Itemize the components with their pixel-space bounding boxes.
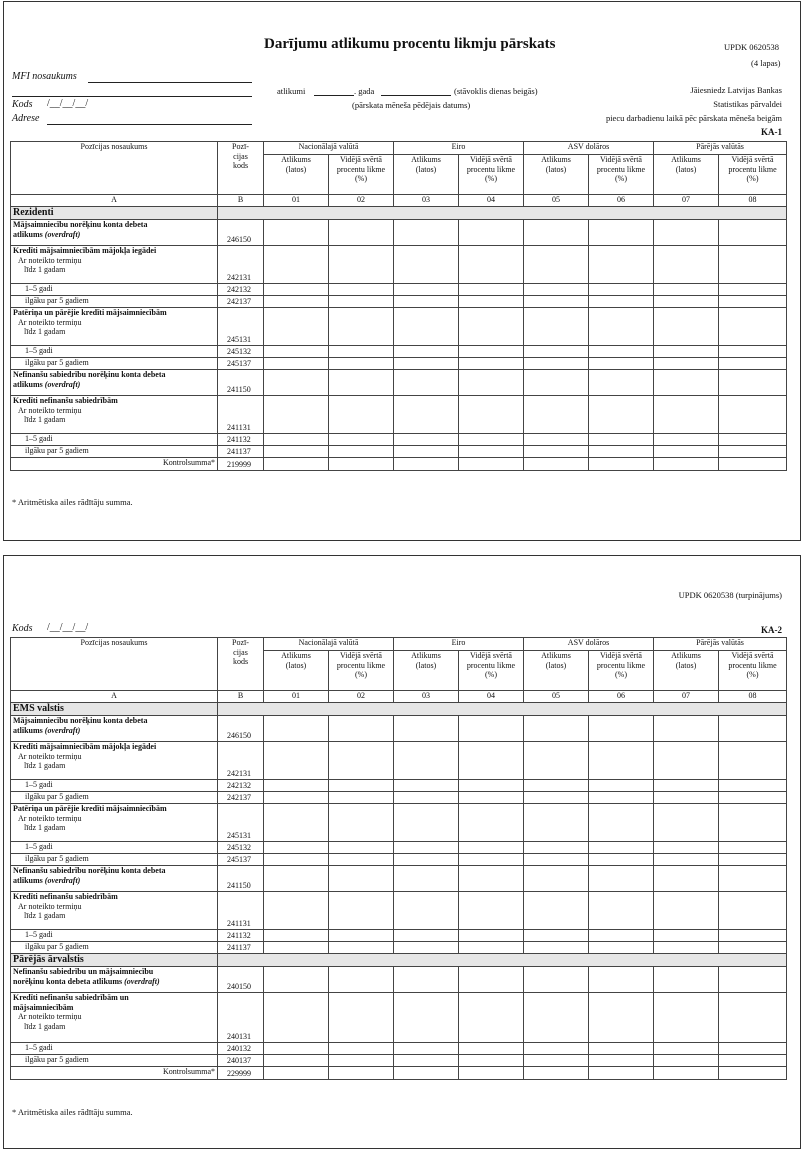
group-other: Pārējās valūtās xyxy=(654,638,787,651)
page-title: Darījumu atlikumu procentu likmju pārskats xyxy=(264,36,556,52)
kods-field[interactable]: /__/__/__/ xyxy=(47,622,89,633)
subhead-likme: Vidējā svērtā procentu likme (%) xyxy=(589,651,654,691)
subhead-atlikums: Atlikums (latos) xyxy=(264,651,329,691)
report-table-ka1 xyxy=(10,141,787,471)
stavoklis-note: (stāvoklis dienas beigās) xyxy=(454,86,538,96)
col-header-code: Pozī- cijas kods xyxy=(218,142,264,195)
col-header-code: Pozī- cijas kods xyxy=(218,638,264,691)
gada-label: . gada xyxy=(354,86,375,96)
subhead-atlikums: Atlikums (latos) xyxy=(654,651,719,691)
table-row: Nefinanšu sabiedrību norēķinu konta debeta atlikums (overdraft) 241150 xyxy=(11,866,787,892)
table-row: 1–5 gadi 245132 xyxy=(11,842,787,854)
subhead-likme: Vidējā svērtā procentu likme (%) xyxy=(719,155,787,195)
form-page-2 xyxy=(3,555,801,1149)
form-code: UPDK 0620538 xyxy=(724,42,780,52)
period-note: (pārskata mēneša pēdējais datums) xyxy=(352,100,471,110)
group-euro: Eiro xyxy=(394,638,524,651)
table-row: Mājsaimniecību norēķinu konta debeta atlikums (overdraft) 246150 xyxy=(11,220,787,246)
subhead-atlikums: Atlikums (latos) xyxy=(394,155,459,195)
kods-label: Kods xyxy=(12,623,33,634)
col-letters-row: A B 01 02 03 04 05 06 07 08 xyxy=(11,195,787,207)
table-row: 1–5 gadi 242132 xyxy=(11,284,787,296)
table-row: Kredīti nefinanšu sabiedrībām un mājsaimniecībām Ar noteikto termiņu līdz 1 gadam 240131 xyxy=(11,993,787,1043)
mfi-label: MFI nosaukums xyxy=(12,71,77,82)
adrese-label: Adrese xyxy=(12,113,40,124)
footnote: * Aritmētiska ailes rādītāju summa. xyxy=(12,497,133,507)
table-row: ilgāku par 5 gadiem 245137 xyxy=(11,358,787,370)
table-row: ilgāku par 5 gadiem 241137 xyxy=(11,446,787,458)
subhead-likme: Vidējā svērtā procentu likme (%) xyxy=(459,651,524,691)
report-table-ka2 xyxy=(10,637,787,1080)
table-row: 1–5 gadi 242132 xyxy=(11,780,787,792)
subhead-likme: Vidējā svērtā procentu likme (%) xyxy=(329,155,394,195)
table-code: KA-2 xyxy=(761,625,782,635)
table-row: Kredīti nefinanšu sabiedrībām Ar noteikto termiņu līdz 1 gadam 241131 xyxy=(11,396,787,434)
subhead-likme: Vidējā svērtā procentu likme (%) xyxy=(329,651,394,691)
table-row: ilgāku par 5 gadiem 241137 xyxy=(11,942,787,954)
col-letters-row: A B 01 02 03 04 05 06 07 08 xyxy=(11,691,787,703)
kontrolsumma-row: Kontrolsumma* 219999 xyxy=(11,458,787,471)
table-row: Nefinanšu sabiedrību un mājsaimniecību norēķinu konta debeta atlikums (overdraft) 240150 xyxy=(11,967,787,993)
section-heading: Rezidenti xyxy=(11,207,218,220)
group-usd: ASV dolāros xyxy=(524,638,654,651)
subhead-atlikums: Atlikums (latos) xyxy=(654,155,719,195)
table-row: Kredīti nefinanšu sabiedrībām Ar noteikto termiņu līdz 1 gadam 241131 xyxy=(11,892,787,930)
table-row: ilgāku par 5 gadiem 245137 xyxy=(11,854,787,866)
table-row: 1–5 gadi 241132 xyxy=(11,930,787,942)
mfi-name-field-line2[interactable] xyxy=(12,86,252,97)
table-row: Kredīti mājsaimniecībām mājokļa iegādei Ar noteikto termiņu līdz 1 gadam 242131 xyxy=(11,246,787,284)
subhead-atlikums: Atlikums (latos) xyxy=(524,155,589,195)
form-page-1 xyxy=(3,1,801,541)
table-code: KA-1 xyxy=(761,127,782,137)
year-field[interactable] xyxy=(314,86,354,96)
table-row: ilgāku par 5 gadiem 242137 xyxy=(11,792,787,804)
table-row: ilgāku par 5 gadiem 242137 xyxy=(11,296,787,308)
subhead-likme: Vidējā svērtā procentu likme (%) xyxy=(719,651,787,691)
subhead-atlikums: Atlikums (latos) xyxy=(264,155,329,195)
table-row: 1–5 gadi 241132 xyxy=(11,434,787,446)
subhead-likme: Vidējā svērtā procentu likme (%) xyxy=(459,155,524,195)
section-heading: Pārējās ārvalstis xyxy=(11,954,218,967)
kontrolsumma-row: Kontrolsumma* 229999 xyxy=(11,1067,787,1080)
col-header-name: Pozīcijas nosaukums xyxy=(11,142,218,195)
pages-note: (4 lapas) xyxy=(751,58,781,68)
table-row: ilgāku par 5 gadiem 240137 xyxy=(11,1055,787,1067)
table-row: Patēriņa un pārējie kredīti mājsaimniecībām Ar noteikto termiņu līdz 1 gadam 245131 xyxy=(11,308,787,346)
footnote: * Aritmētiska ailes rādītāju summa. xyxy=(12,1107,133,1117)
table-row: 1–5 gadi 240132 xyxy=(11,1043,787,1055)
adrese-field[interactable] xyxy=(47,114,252,125)
kods-label: Kods xyxy=(12,99,33,110)
submit-line-3: piecu darbadienu laikā pēc pārskata mēneša beigām xyxy=(605,113,782,123)
subhead-likme: Vidējā svērtā procentu likme (%) xyxy=(589,155,654,195)
group-usd: ASV dolāros xyxy=(524,142,654,155)
mfi-name-field[interactable] xyxy=(88,72,252,83)
kods-field[interactable]: /__/__/__/ xyxy=(47,98,89,109)
submit-line-2: Statistikas pārvaldei xyxy=(713,99,782,109)
section-heading: EMS valstis xyxy=(11,703,218,716)
submit-line-1: Jāiesniedz Latvijas Bankas xyxy=(690,85,782,95)
table-row: Nefinanšu sabiedrību norēķinu konta debeta atlikums (overdraft) 241150 xyxy=(11,370,787,396)
group-national: Nacionālajā valūtā xyxy=(264,638,394,651)
col-header-name: Pozīcijas nosaukums xyxy=(11,638,218,691)
group-euro: Eiro xyxy=(394,142,524,155)
group-national: Nacionālajā valūtā xyxy=(264,142,394,155)
subhead-atlikums: Atlikums (latos) xyxy=(524,651,589,691)
form-code-continued: UPDK 0620538 (turpinājums) xyxy=(678,590,782,600)
table-row: Patēriņa un pārējie kredīti mājsaimniecībām Ar noteikto termiņu līdz 1 gadam 245131 xyxy=(11,804,787,842)
subhead-atlikums: Atlikums (latos) xyxy=(394,651,459,691)
table-row: Kredīti mājsaimniecībām mājokļa iegādei Ar noteikto termiņu līdz 1 gadam 242131 xyxy=(11,742,787,780)
atlikumi-label: atlikumi xyxy=(277,86,306,96)
group-other: Pārējās valūtās xyxy=(654,142,787,155)
table-row: Mājsaimniecību norēķinu konta debeta atlikums (overdraft) 246150 xyxy=(11,716,787,742)
date-field[interactable] xyxy=(381,86,451,96)
table-row: 1–5 gadi 245132 xyxy=(11,346,787,358)
